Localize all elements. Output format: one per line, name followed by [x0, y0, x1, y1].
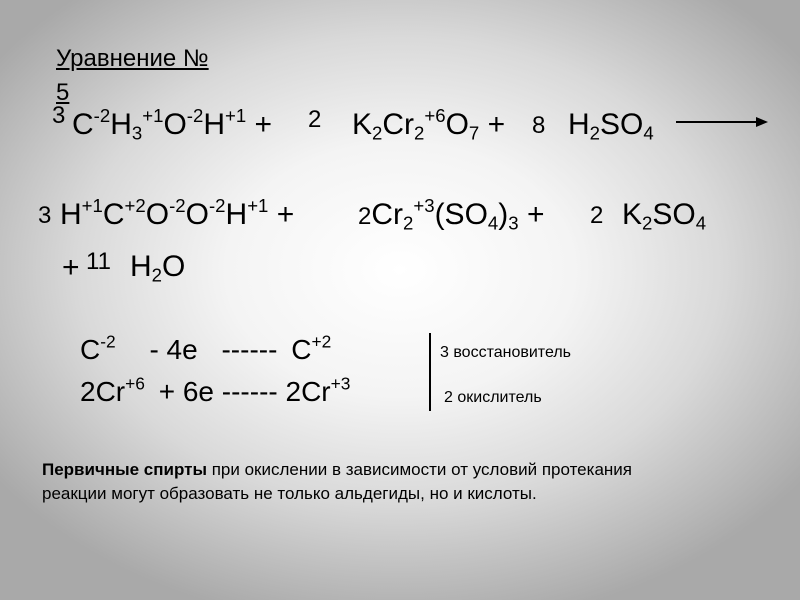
title — [56, 46, 209, 72]
equation-number: 5 — [56, 79, 70, 106]
coef-chromium-sulfate: 2 — [358, 203, 372, 230]
reaction-arrow — [676, 114, 770, 130]
balance-line-carbon: $C^{-2} - 4e$ ------ $C^{+2}$ — [80, 331, 332, 365]
coef-alcohol: 3 — [52, 102, 66, 129]
balance-divider — [429, 333, 431, 411]
equation-1-dichromate: $K_2Cr_2^{+6}O_7$ + — [352, 104, 506, 144]
coef-dichromate: 2 — [308, 106, 322, 133]
equation-2-water: $H_2O$ — [130, 250, 186, 286]
note-text: при окислении в зависимости от условий протекания реакции могут образовать не только альдегиды, но и кислоты. — [42, 460, 632, 503]
equation-2-plus: + — [62, 251, 80, 284]
coef-water: 11 — [86, 248, 111, 275]
oxidizer-label: 2 окислитель — [444, 389, 542, 406]
coef-sulfuric-acid: 8 — [532, 112, 546, 139]
title-label: Уравнение № — [56, 45, 209, 72]
equation-2-acid: $H^{+1}C^{+2}O^{-2}O^{-2}H^{+1}$ + — [60, 194, 295, 231]
equation-2-chromium-sulfate: $2Cr_2^{+3}(SO_4)_3$ + — [358, 194, 545, 234]
equation-1-sulfuric-acid: $H_2SO_4$ — [568, 108, 654, 144]
coef-formic-acid: 3 — [38, 202, 52, 229]
equation-1-alcohol: $C^{-2}H_3^{+1}O^{-2}H^{+1}$ + — [72, 104, 273, 144]
note-paragraph — [42, 458, 692, 506]
reducer-label: 3 восстановитель — [440, 344, 571, 361]
coef-potassium-sulfate: 2 — [590, 202, 604, 229]
note-bold-term: Первичные спирты — [42, 460, 207, 479]
equation-2-potassium-sulfate: $K_2SO_4$ — [622, 198, 707, 234]
balance-line-chromium: $2Cr^{+6} + 6e$ ------ $2Cr^{+3}$ — [80, 373, 351, 407]
